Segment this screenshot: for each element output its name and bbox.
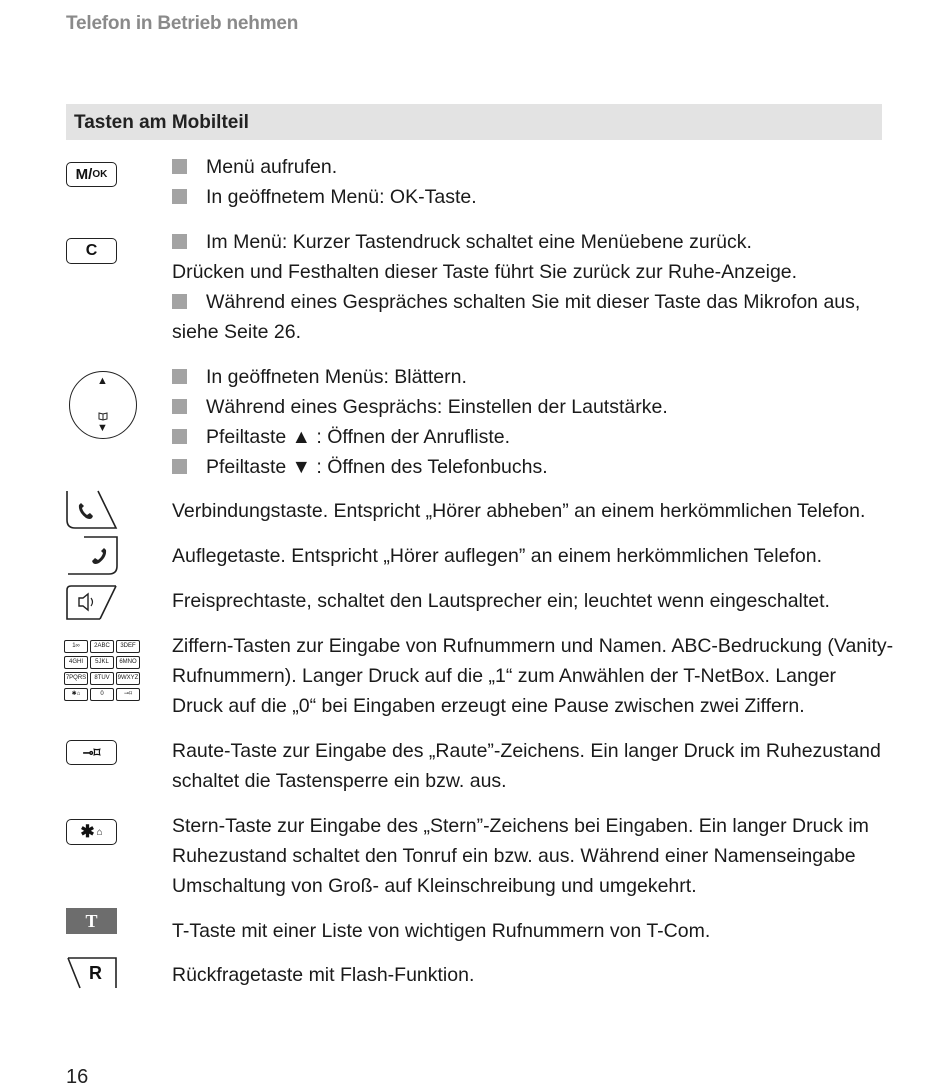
t-key-icon (66, 908, 117, 934)
navigation-key-description (172, 362, 892, 482)
bullet-square (172, 369, 187, 384)
nav-down-arrow-icon: ▼ (97, 422, 108, 434)
down-arrow-symbol: ▼ (291, 456, 311, 478)
list-item: Menü aufrufen. (172, 152, 892, 182)
hash-key-description: Raute-Taste zur Eingabe des „Raute”-Zeichens. Ein langer Druck im Ruhezustand schaltet die Tastensperre ein bzw. aus. (172, 740, 881, 792)
bullet-square (172, 159, 187, 174)
navigation-key-icon (69, 371, 137, 439)
keypad-key: 8TUV (90, 672, 114, 685)
list-item: Pfeiltaste ▲ : Öffnen der Anrufliste. (172, 422, 892, 452)
talk-key-description: Verbindungstaste. Entspricht „Hörer abheben” an einem herkömmlichen Telefon. (172, 500, 866, 522)
digit-keys-description: Ziffern-Tasten zur Eingabe von Rufnummern und Namen. ABC-Bedruckung (Vanity- Rufnummern). Langer Druck auf die „1“ zum Anwählen der T-NetBox. Langer Druck auf die „0“ bei Eingaben erzeugt eine Pause zwischen zwei Ziffern. (172, 635, 894, 717)
clear-key-label: C (85, 242, 98, 259)
keypad-key: 7PQRS (64, 672, 88, 685)
keypad-key: 6MNO (116, 656, 140, 669)
keypad-key: 5JKL (90, 656, 114, 669)
page-number: 16 (66, 1066, 89, 1088)
bell-icon: ⌂ (96, 826, 103, 838)
keypad-key: 0 (90, 688, 114, 701)
list-item: Im Menü: Kurzer Tastendruck schaltet eine Menüebene zurück. (172, 227, 892, 257)
section-header-bar (66, 104, 882, 140)
text-line: Drücken und Festhalten dieser Taste führt Sie zurück zur Ruhe-Anzeige. (172, 261, 798, 283)
menu-key-description (172, 152, 892, 212)
r-key-label: R (89, 963, 102, 983)
bullet-square (172, 399, 187, 414)
r-key-description: Rückfragetaste mit Flash-Funktion. (172, 964, 475, 986)
list-item: Während eines Gespräches schalten Sie mit dieser Taste das Mikrofon aus, (172, 287, 892, 317)
hash-key-label: ⊸⌑ (82, 744, 101, 760)
end-key-description: Auflegetaste. Entspricht „Hörer auflegen” an einem herkömmlichen Telefon. (172, 545, 822, 567)
section-title: Tasten am Mobilteil (74, 112, 249, 133)
hash-key-icon (66, 740, 117, 765)
bullet-square (172, 294, 187, 309)
keypad-key: 9WXYZ (116, 672, 140, 685)
bullet-square (172, 429, 187, 444)
keypad-key: 4GHI (64, 656, 88, 669)
star-key-icon (66, 819, 117, 845)
keypad-key: 3DEF (116, 640, 140, 653)
phonebook-icon (98, 412, 108, 420)
digit-keypad-icon (64, 640, 142, 704)
menu-ok-key-icon (66, 162, 117, 187)
star-key-description: Stern-Taste zur Eingabe des „Stern”-Zeichens bei Eingaben. Ein langer Druck im Ruhezustand schaltet den Tonruf ein bzw. aus. Während einer Namenseingabe Umschaltung von Groß- auf Kleinschreibung und umgekehrt. (172, 815, 869, 897)
keypad-key: ⊸⌑ (116, 688, 140, 701)
end-key-icon (66, 536, 120, 578)
list-item: Pfeiltaste ▼ : Öffnen des Telefonbuchs. (172, 452, 892, 482)
up-arrow-symbol: ▲ (291, 426, 311, 448)
t-key-label: T (85, 910, 98, 931)
speaker-key-icon (66, 585, 118, 621)
talk-key-icon (66, 490, 118, 532)
star-key-label: ✱ (80, 822, 95, 841)
clear-key-icon (66, 238, 117, 264)
clear-key-description (172, 227, 892, 347)
menu-key-sub: OK (92, 169, 108, 180)
bullet-square (172, 459, 187, 474)
bullet-square (172, 234, 187, 249)
keypad-key: 1∞ (64, 640, 88, 653)
list-item: Während eines Gesprächs: Einstellen der Lautstärke. (172, 392, 892, 422)
keypad-key: ✱⌂ (64, 688, 88, 701)
nav-up-arrow-icon: ▲ (97, 375, 108, 387)
bullet-square (172, 189, 187, 204)
text-line: siehe Seite 26. (172, 321, 302, 343)
speaker-key-description: Freisprechtaste, schaltet den Lautsprecher ein; leuchtet wenn eingeschaltet. (172, 590, 830, 612)
running-header: Telefon in Betrieb nehmen (66, 13, 299, 34)
list-item: In geöffnetem Menü: OK-Taste. (172, 182, 892, 212)
list-item: In geöffneten Menüs: Blättern. (172, 362, 892, 392)
menu-key-label: M/ (75, 166, 93, 183)
t-key-description: T-Taste mit einer Liste von wichtigen Rufnummern von T-Com. (172, 920, 711, 942)
keypad-key: 2ABC (90, 640, 114, 653)
